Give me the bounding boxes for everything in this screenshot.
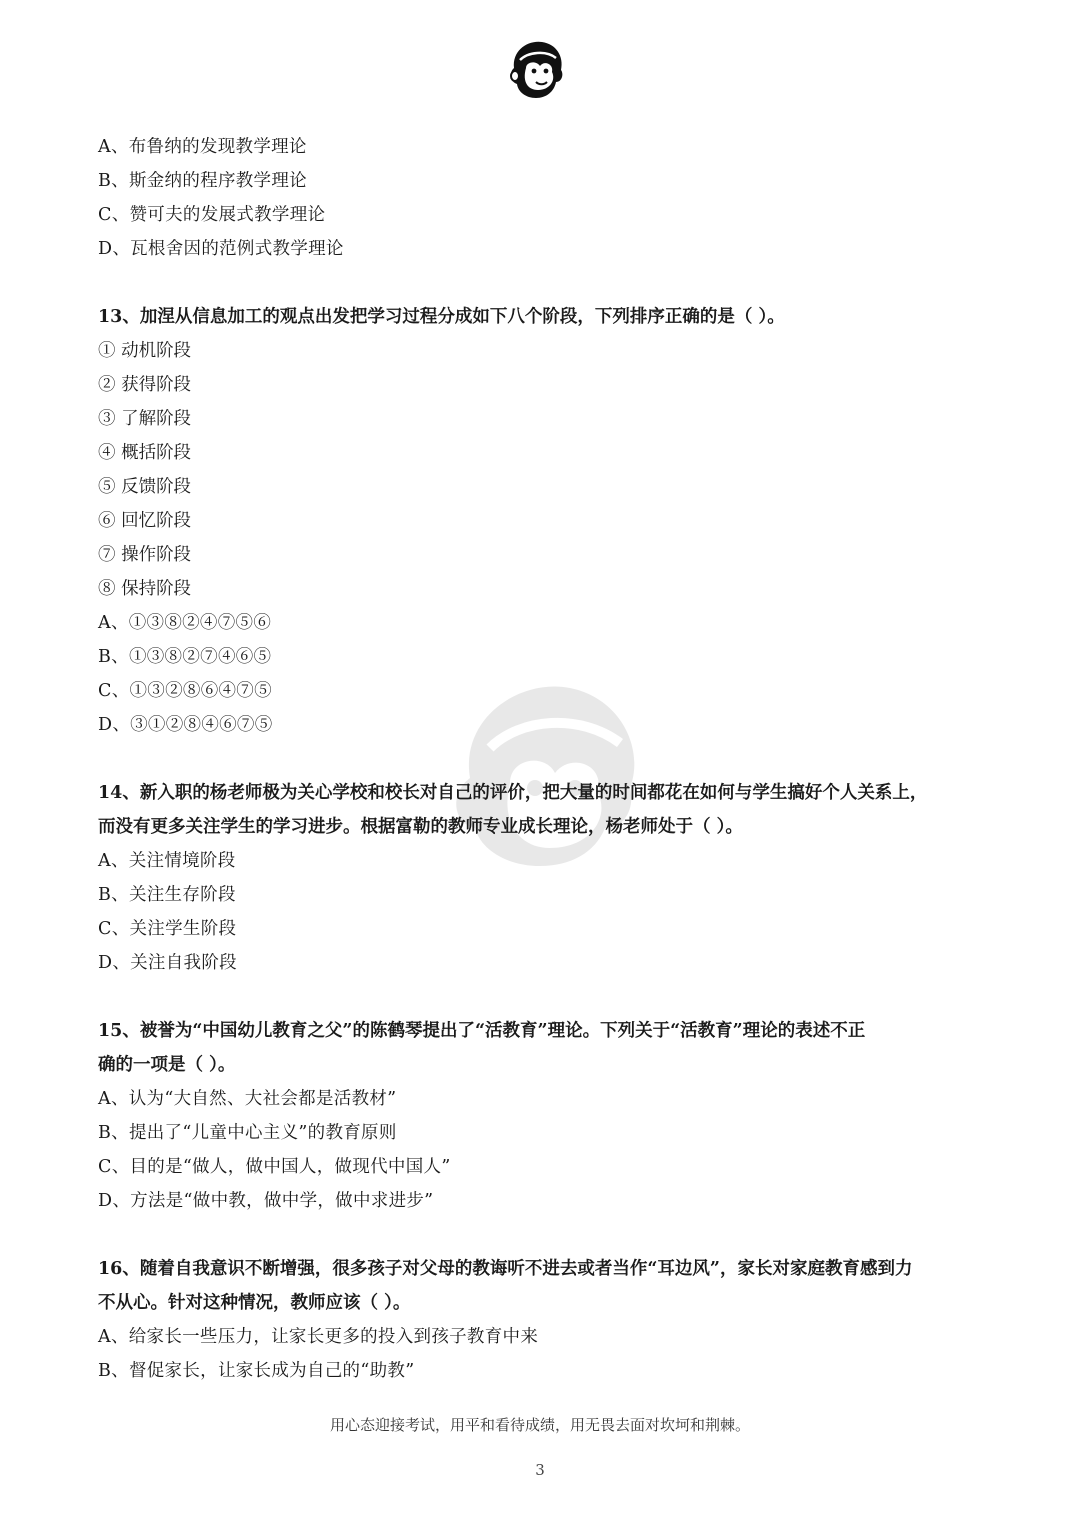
option-b: B、斯金纳的程序教学理论 [98, 171, 307, 191]
option-b: B、提出了“儿童中心主义”的教育原则 [98, 1123, 397, 1143]
stage-item: ④ 概括阶段 [98, 443, 192, 463]
option-a: A、①③⑧②④⑦⑤⑥ [98, 613, 272, 633]
stage-item: ⑦ 操作阶段 [98, 545, 192, 565]
question-13: 13、加涅从信息加工的观点出发把学习过程分成如下八个阶段，下列排序正确的是（ ）。 [98, 307, 785, 327]
option-b: B、关注生存阶段 [98, 885, 236, 905]
option-b: B、①③⑧②⑦④⑥⑤ [98, 647, 272, 667]
stage-item: ② 获得阶段 [98, 375, 192, 395]
option-c: C、关注学生阶段 [98, 919, 237, 939]
option-a: A、关注情境阶段 [98, 851, 236, 871]
question-15-line1: 15、被誉为“中国幼儿教育之父”的陈鹤琴提出了“活教育”理论。下列关于“活教育”理论的表述不正 [98, 1021, 866, 1041]
question-15-line2: 确的一项是（ ）。 [98, 1055, 236, 1075]
question-16-line1: 16、随着自我意识不断增强，很多孩子对父母的教诲听不进去或者当作“耳边风”，家长对家庭教育感到力 [98, 1259, 913, 1279]
stage-item: ⑤ 反馈阶段 [98, 477, 192, 497]
option-d: D、③①②⑧④⑥⑦⑤ [98, 715, 273, 735]
monkey-logo-icon [506, 38, 566, 100]
option-d: D、关注自我阶段 [98, 953, 237, 973]
question-16-line2: 不从心。针对这种情况，教师应该（ ）。 [98, 1293, 411, 1313]
stage-item: ① 动机阶段 [98, 341, 192, 361]
option-c: C、①③②⑧⑥④⑦⑤ [98, 681, 272, 701]
option-a: A、布鲁纳的发现教学理论 [98, 137, 307, 157]
option-a: A、认为“大自然、大社会都是活教材” [98, 1089, 397, 1109]
question-14-line2: 而没有更多关注学生的学习进步。根据富勒的教师专业成长理论，杨老师处于（ ）。 [98, 817, 743, 837]
stage-item: ⑧ 保持阶段 [98, 579, 192, 599]
option-d: D、方法是“做中教，做中学，做中求进步” [98, 1191, 434, 1211]
stage-item: ③ 了解阶段 [98, 409, 192, 429]
question-14-line1: 14、新入职的杨老师极为关心学校和校长对自己的评价，把大量的时间都花在如何与学生搞好个人关系上， [98, 783, 928, 803]
stage-item: ⑥ 回忆阶段 [98, 511, 192, 531]
option-a: A、给家长一些压力，让家长更多的投入到孩子教育中来 [98, 1327, 539, 1347]
option-c: C、目的是“做人，做中国人，做现代中国人” [98, 1157, 451, 1177]
page-number: 3 [535, 1461, 545, 1479]
page-content [98, 130, 988, 1388]
footer-motto: 用心态迎接考试，用平和看待成绩，用无畏去面对坎坷和荆棘。 [329, 1416, 750, 1434]
option-b: B、督促家长，让家长成为自己的“助教” [98, 1361, 415, 1381]
option-c: C、赞可夫的发展式教学理论 [98, 205, 326, 225]
option-d: D、瓦根舍因的范例式教学理论 [98, 239, 344, 259]
